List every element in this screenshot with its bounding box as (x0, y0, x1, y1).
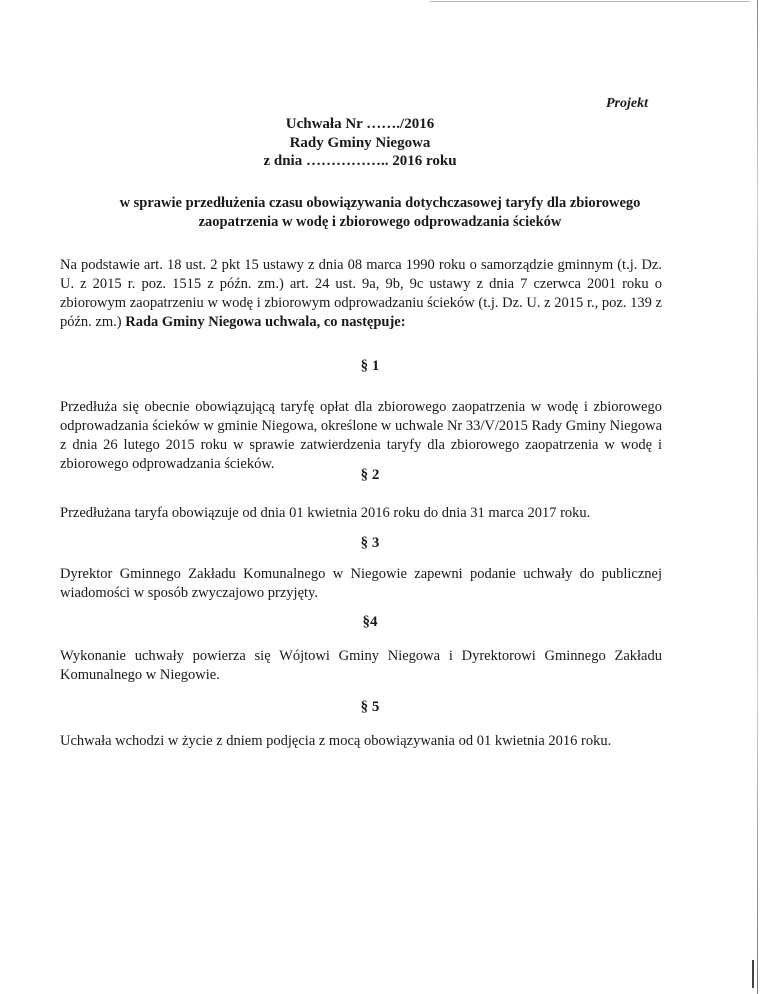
preamble (60, 256, 662, 332)
section-3-symbol: § 3 (360, 535, 380, 551)
document-title-line-1: w sprawie przedłużenia czasu obowiązywania dotychczasowej taryfy dla zbiorowego (119, 195, 641, 211)
section-3-text: Dyrektor Gminnego Zakładu Komunalnego w Niegowie zapewni podanie uchwały do publicznej wiadomości w sposób zwyczajowo przyjęty. (60, 566, 662, 601)
preamble-text: Na podstawie art. 18 ust. 2 pkt 15 ustawy z dnia 08 marca 1990 roku o samorządzie gminnym (t.j. Dz. U. z 2015 r. poz. 1515 z późn. zm.) art. 24 ust. 9a, 9b, 9c ustawy z dnia 7 czerwca 2001 roku o zbiorowym zaopatrzeniu w wodę i zbiorowym odprowadzaniu ścieków (t.j. Dz. U. z 2015 r., poz. 139 z późn. zm.) (60, 257, 662, 330)
preamble-bold: Rada Gminy Niegowa uchwala, co następuje: (125, 314, 406, 330)
resolution-date: z dnia …………….. 2016 roku (263, 153, 457, 169)
section-5-text: Uchwała wchodzi w życie z dniem podjęcia z mocą obowiązywania od 01 kwietnia 2016 roku. (60, 733, 612, 749)
council-name: Rady Gminy Niegowa (289, 135, 431, 151)
section-4-symbol: §4 (362, 614, 378, 630)
projekt-label: Projekt (606, 96, 648, 111)
scan-edge-top (430, 1, 750, 2)
section-1-text: Przedłuża się obecnie obowiązującą taryfę opłat dla zbiorowego zaopatrzenia w wodę i zbiorowego odprowadzania ścieków w gminie Niegowa, określone w uchwale Nr 33/V/2015 Rady Gminy Niegowa z dnia 26 lutego 2015 roku w sprawie zatwierdzenia taryfy dla zbiorowego zaopatrzenia w wodę i zbiorowego odprowadzania ścieków. (60, 399, 663, 472)
section-2-text: Przedłużana taryfa obowiązuje od dnia 01 kwietnia 2016 roku do dnia 31 marca 2017 roku. (60, 505, 591, 521)
scan-edge-mark (752, 960, 754, 988)
document-title-line-2: zaopatrzenia w wodę i zbiorowego odprowadzania ścieków (198, 214, 562, 230)
section-2-symbol: § 2 (360, 467, 380, 483)
resolution-number: Uchwała Nr ……./2016 (285, 116, 435, 132)
section-4-text: Wykonanie uchwały powierza się Wójtowi Gminy Niegowa i Dyrektorowi Gminnego Zakładu Komunalnego w Niegowie. (60, 648, 662, 683)
scan-edge-right (757, 0, 758, 994)
section-1-symbol: § 1 (360, 358, 380, 374)
section-5-symbol: § 5 (360, 699, 380, 715)
document-title (60, 194, 700, 232)
